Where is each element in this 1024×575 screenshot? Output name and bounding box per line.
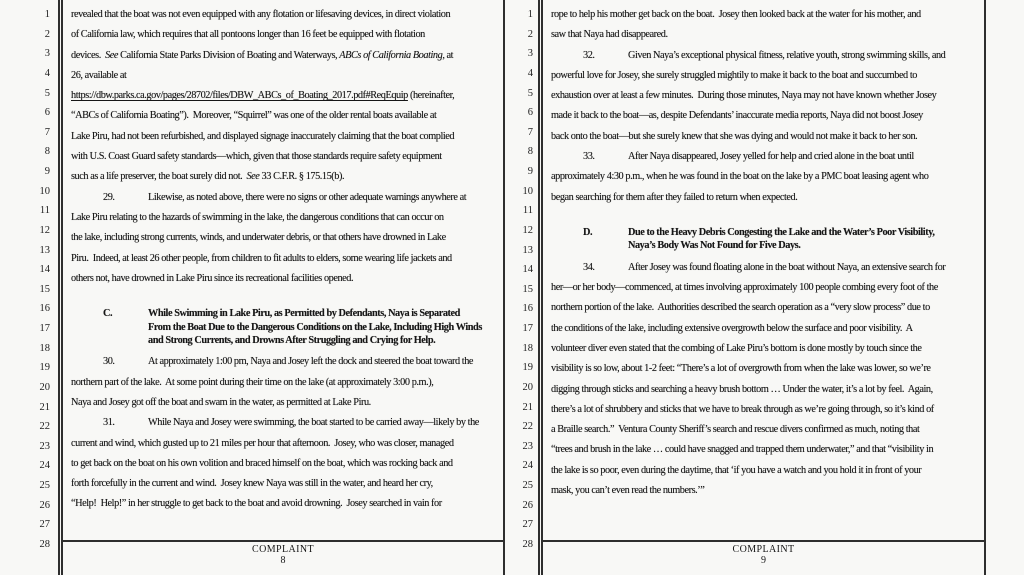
line-number: 27 — [522, 519, 533, 531]
line-number: 22 — [522, 421, 533, 433]
text-line — [551, 298, 984, 318]
line-number: 4 — [44, 67, 50, 79]
line-number: 19 — [522, 362, 533, 374]
line-text: began searching for them after they failed to return when expected. — [551, 191, 798, 203]
line-number: 20 — [39, 381, 50, 393]
line-number: 1 — [44, 9, 50, 20]
line-text: and Strong Currents, and Drowns After Struggling and Crying for Help. — [148, 334, 436, 346]
line-number: 12 — [39, 224, 50, 236]
text-line — [71, 208, 503, 228]
text-line — [71, 434, 503, 454]
line-number: 7 — [44, 126, 50, 138]
text-line — [551, 5, 984, 25]
line-text: After Josey was found floating alone in the boat without Naya, an extensive search for — [628, 261, 946, 273]
line-text: such as a life preserver, the boat surely did not. See 33 C.F.R. § 175.15(b). — [71, 171, 345, 183]
line-text: northern part of the lake. At some point during their time on the lake (at approximately 3:00 p.m.), — [71, 376, 434, 388]
text-line — [71, 393, 503, 413]
text-line — [71, 46, 503, 66]
line-number: 6 — [527, 107, 533, 119]
line-number: 8 — [44, 146, 50, 158]
text-line — [71, 334, 503, 347]
line-number: 14 — [522, 264, 533, 276]
line-number: 14 — [39, 264, 50, 276]
line-number-column — [505, 0, 538, 575]
line-number: 24 — [522, 460, 533, 472]
text-line — [71, 66, 503, 86]
line-number: 15 — [39, 283, 50, 295]
line-number: 17 — [39, 323, 50, 334]
line-text: Likewise, as noted above, there were no signs or other adequate warnings anywhere at — [148, 191, 467, 203]
line-text: powerful love for Josey, she surely struggled mightily to make it back to the boat and succumbed to — [551, 69, 917, 81]
line-text: there’s a lot of shrubbery and sticks that we have to break through as we’re going through, so it’s kind of — [551, 403, 934, 415]
line-number: 18 — [39, 342, 50, 354]
line-number: 11 — [39, 205, 50, 217]
line-text: digging through sticks and searching a heavy brush bottom … Under the water, it’s a lot by feel. Again, — [551, 383, 933, 395]
page-body — [58, 0, 505, 575]
line-text: Lake Piru relating to the hazards of swimming in the lake, the dangerous conditions that can occur on — [71, 211, 444, 223]
line-text: Due to the Heavy Debris Congesting the Lake and the Water’s Poor Visibility, — [628, 226, 935, 238]
line-text: the lake, including strong currents, winds, and underwater debris, or that others have drowned in Lake — [71, 232, 446, 244]
line-text: Lake Piru, had not been refurbished, and displayed signage inaccurately claiming that the boat complied — [71, 130, 455, 142]
footer-page-number: 8 — [280, 555, 286, 566]
text-line — [551, 226, 984, 239]
line-text: volunteer diver even stated that the combing of Lake Piru’s bottom is done mostly by touch since the — [551, 342, 922, 354]
text-line — [551, 127, 984, 147]
line-number: 10 — [39, 185, 50, 197]
line-number: 13 — [39, 244, 50, 256]
line-text: “trees and brush in the lake … could have snagged and trapped them underwater,” and that “visibility in — [551, 444, 934, 456]
line-number: 27 — [39, 519, 50, 531]
paragraph-number: 32. — [583, 49, 595, 61]
text-line — [71, 373, 503, 393]
line-text: Naya and Josey got off the boat and swam in the water, as permitted at Lake Piru. — [71, 396, 371, 408]
line-number: 24 — [39, 460, 50, 472]
line-number: 16 — [522, 303, 533, 315]
line-text: current and wind, which gusted up to 21 miles per hour that afternoon. Josey, who was closer, managed — [71, 437, 454, 449]
line-number: 21 — [39, 401, 50, 413]
line-number: 1 — [527, 9, 533, 20]
pleading-page-9 — [505, 0, 986, 575]
line-number: 2 — [44, 28, 50, 40]
text-line — [71, 413, 503, 433]
line-number: 13 — [522, 244, 533, 256]
text-line — [551, 440, 984, 460]
line-text: At approximately 1:00 pm, Naya and Josey left the dock and steered the boat toward the — [148, 356, 474, 368]
line-text: Given Naya’s exceptional physical fitness, relative youth, strong swimming skills, and — [628, 49, 946, 61]
line-number: 7 — [527, 126, 533, 138]
footer-title: COMPLAINT — [732, 544, 795, 555]
text-line — [71, 352, 503, 372]
line-text: https://dbw.parks.ca.gov/pages/28702/files/DBW_ABCs_of_Boating_2017.pdf#ReqEquip (hereinafter, — [71, 90, 455, 102]
text-line — [551, 258, 984, 278]
text-line — [551, 25, 984, 45]
text-line — [551, 46, 984, 66]
line-text: others not, have drowned in Lake Piru since its recreational facilities opened. — [71, 272, 354, 284]
text-line — [551, 106, 984, 126]
line-text: back onto the boat—but she surely knew that she was dying and would not make it back to her son. — [551, 130, 918, 142]
text-line — [71, 106, 503, 126]
line-number: 28 — [39, 538, 50, 550]
text-line — [71, 5, 503, 25]
line-number: 19 — [39, 362, 50, 374]
text-line — [551, 167, 984, 187]
line-number: 3 — [44, 48, 50, 60]
page-footer — [63, 540, 503, 566]
line-text: made it back to the boat—as, despite Defendants’ inaccurate media reports, Naya did not boost Josey — [551, 110, 923, 122]
paragraph-number: 33. — [583, 151, 595, 163]
line-text: After Naya disappeared, Josey yelled for help and cried alone in the boat until — [628, 151, 914, 163]
footer-title: COMPLAINT — [252, 544, 314, 555]
line-number: 5 — [44, 87, 50, 99]
line-text: mask, you can’t even read the numbers.’” — [551, 485, 705, 497]
line-text: revealed that the boat was not even equipped with any flotation or lifesaving devices, in direct violation — [71, 9, 451, 20]
text-line — [71, 86, 503, 106]
text-line — [71, 454, 503, 474]
line-number: 3 — [527, 48, 533, 60]
line-number-column — [0, 0, 58, 575]
line-text: rope to help his mother get back on the boat. Josey then looked back at the water for his mother, and — [551, 9, 921, 20]
line-text: the lake is so poor, even during the daytime, that ‘if you have a watch and you hold it in front of your — [551, 464, 922, 476]
line-text: a Braille search.” Ventura County Sheriff’s search and rescue divers confirmed as much, noting that — [551, 424, 920, 436]
text-line — [551, 278, 984, 298]
paragraph-number: 31. — [103, 417, 115, 429]
line-number: 15 — [522, 283, 533, 295]
page-body — [538, 0, 986, 575]
text-line — [71, 127, 503, 147]
line-number: 17 — [522, 323, 533, 334]
text-line — [71, 474, 503, 494]
line-text: Naya’s Body Was Not Found for Five Days. — [628, 240, 801, 252]
line-number: 11 — [522, 205, 533, 217]
line-number: 9 — [44, 166, 50, 177]
line-text: “Help! Help!” in her struggle to get back to the boat and avoid drowning. Josey searched in vain for — [71, 498, 442, 510]
line-text: devices. See California State Parks Division of Boating and Waterways, ABCs of California Boating, at — [71, 49, 454, 61]
text-line — [551, 420, 984, 440]
paragraph-number: C. — [103, 308, 113, 320]
line-text: “ABCs of California Boating”). Moreover, “Squirrel” was one of the older rental boats available at — [71, 110, 437, 122]
paragraph-number: 29. — [103, 191, 115, 203]
text-line — [551, 359, 984, 379]
line-text: to get back on the boat on his own volition and braced himself on the boat, which was rocking back and — [71, 457, 453, 469]
text-line — [71, 321, 503, 334]
text-line — [551, 66, 984, 86]
line-text: of California law, which requires that all pontoons longer than 16 feet be equipped with flotation — [71, 29, 425, 41]
line-text: northern portion of the lake. Authorities described the search operation as a “very slow process” due to — [551, 302, 930, 314]
text-line — [71, 494, 503, 514]
text-line — [551, 147, 984, 167]
line-text: While Naya and Josey were swimming, the boat started to be carried away—likely by the — [148, 417, 479, 429]
page-text — [551, 5, 984, 501]
line-number: 18 — [522, 342, 533, 354]
line-number: 21 — [522, 401, 533, 413]
text-line — [551, 319, 984, 339]
line-number: 23 — [39, 440, 50, 452]
paragraph-number: D. — [583, 226, 593, 238]
line-number: 9 — [527, 166, 533, 177]
line-text: approximately 4:30 p.m., when he was found in the boat on the lake by a PMC boat leasing agent who — [551, 171, 929, 183]
text-line — [551, 400, 984, 420]
paragraph-number: 34. — [583, 261, 595, 273]
text-line — [551, 481, 984, 501]
line-text: saw that Naya had disappeared. — [551, 29, 668, 41]
text-line — [551, 339, 984, 359]
line-text: forth forcefully in the current and wind. Josey knew Naya was still in the water, and heard her cry, — [71, 478, 433, 490]
line-number: 5 — [527, 87, 533, 99]
line-number: 20 — [522, 381, 533, 393]
footer-page-number: 9 — [761, 555, 766, 566]
line-number: 23 — [522, 440, 533, 452]
line-text: 26, available at — [71, 69, 127, 81]
line-text: the conditions of the lake, including extensive overgrowth below the surface and poor visibility. A — [551, 322, 913, 334]
paragraph-number: 30. — [103, 356, 115, 368]
text-line — [71, 228, 503, 248]
line-number: 2 — [527, 28, 533, 40]
text-line — [71, 167, 503, 187]
line-number: 25 — [39, 480, 50, 491]
text-line — [551, 239, 984, 252]
line-number: 12 — [522, 224, 533, 236]
line-text: her—or her body—commenced, at times involving approximately 100 people combing every foot of the — [551, 282, 938, 294]
text-line — [551, 188, 984, 208]
line-number: 25 — [522, 480, 533, 491]
pleading-page-8 — [0, 0, 505, 575]
line-number: 8 — [527, 146, 533, 158]
text-line — [71, 188, 503, 208]
line-text: with U.S. Coast Guard safety standards—which, given that those standards require safety equipment — [71, 151, 442, 163]
page-text — [71, 5, 503, 515]
line-number: 22 — [39, 421, 50, 433]
line-number: 6 — [44, 107, 50, 119]
line-text: exhaustion over at least a few minutes. During those minutes, Naya may not have known whether Josey — [551, 90, 937, 102]
line-text: From the Boat Due to the Dangerous Conditions on the Lake, Including High Winds — [148, 321, 482, 333]
line-number: 26 — [39, 499, 50, 511]
text-line — [551, 461, 984, 481]
text-line — [71, 269, 503, 289]
line-number: 10 — [522, 185, 533, 197]
text-line — [71, 147, 503, 167]
line-text: While Swimming in Lake Piru, as Permitted by Defendants, Naya is Separated — [148, 308, 460, 320]
text-line — [71, 249, 503, 269]
text-line — [71, 307, 503, 320]
line-text: Piru. Indeed, at least 26 other people, from children to fit adults to elders, some wearing life jackets and — [71, 252, 452, 264]
text-line — [551, 380, 984, 400]
line-number: 16 — [39, 303, 50, 315]
text-line — [71, 25, 503, 45]
page-footer — [543, 540, 984, 566]
line-number: 28 — [522, 538, 533, 550]
line-text: visibility is so low, about 1-2 feet: “There’s a lot of overgrowth from when the lake was lower, so we’re — [551, 363, 931, 375]
text-line — [551, 86, 984, 106]
line-number: 4 — [527, 67, 533, 79]
line-number: 26 — [522, 499, 533, 511]
